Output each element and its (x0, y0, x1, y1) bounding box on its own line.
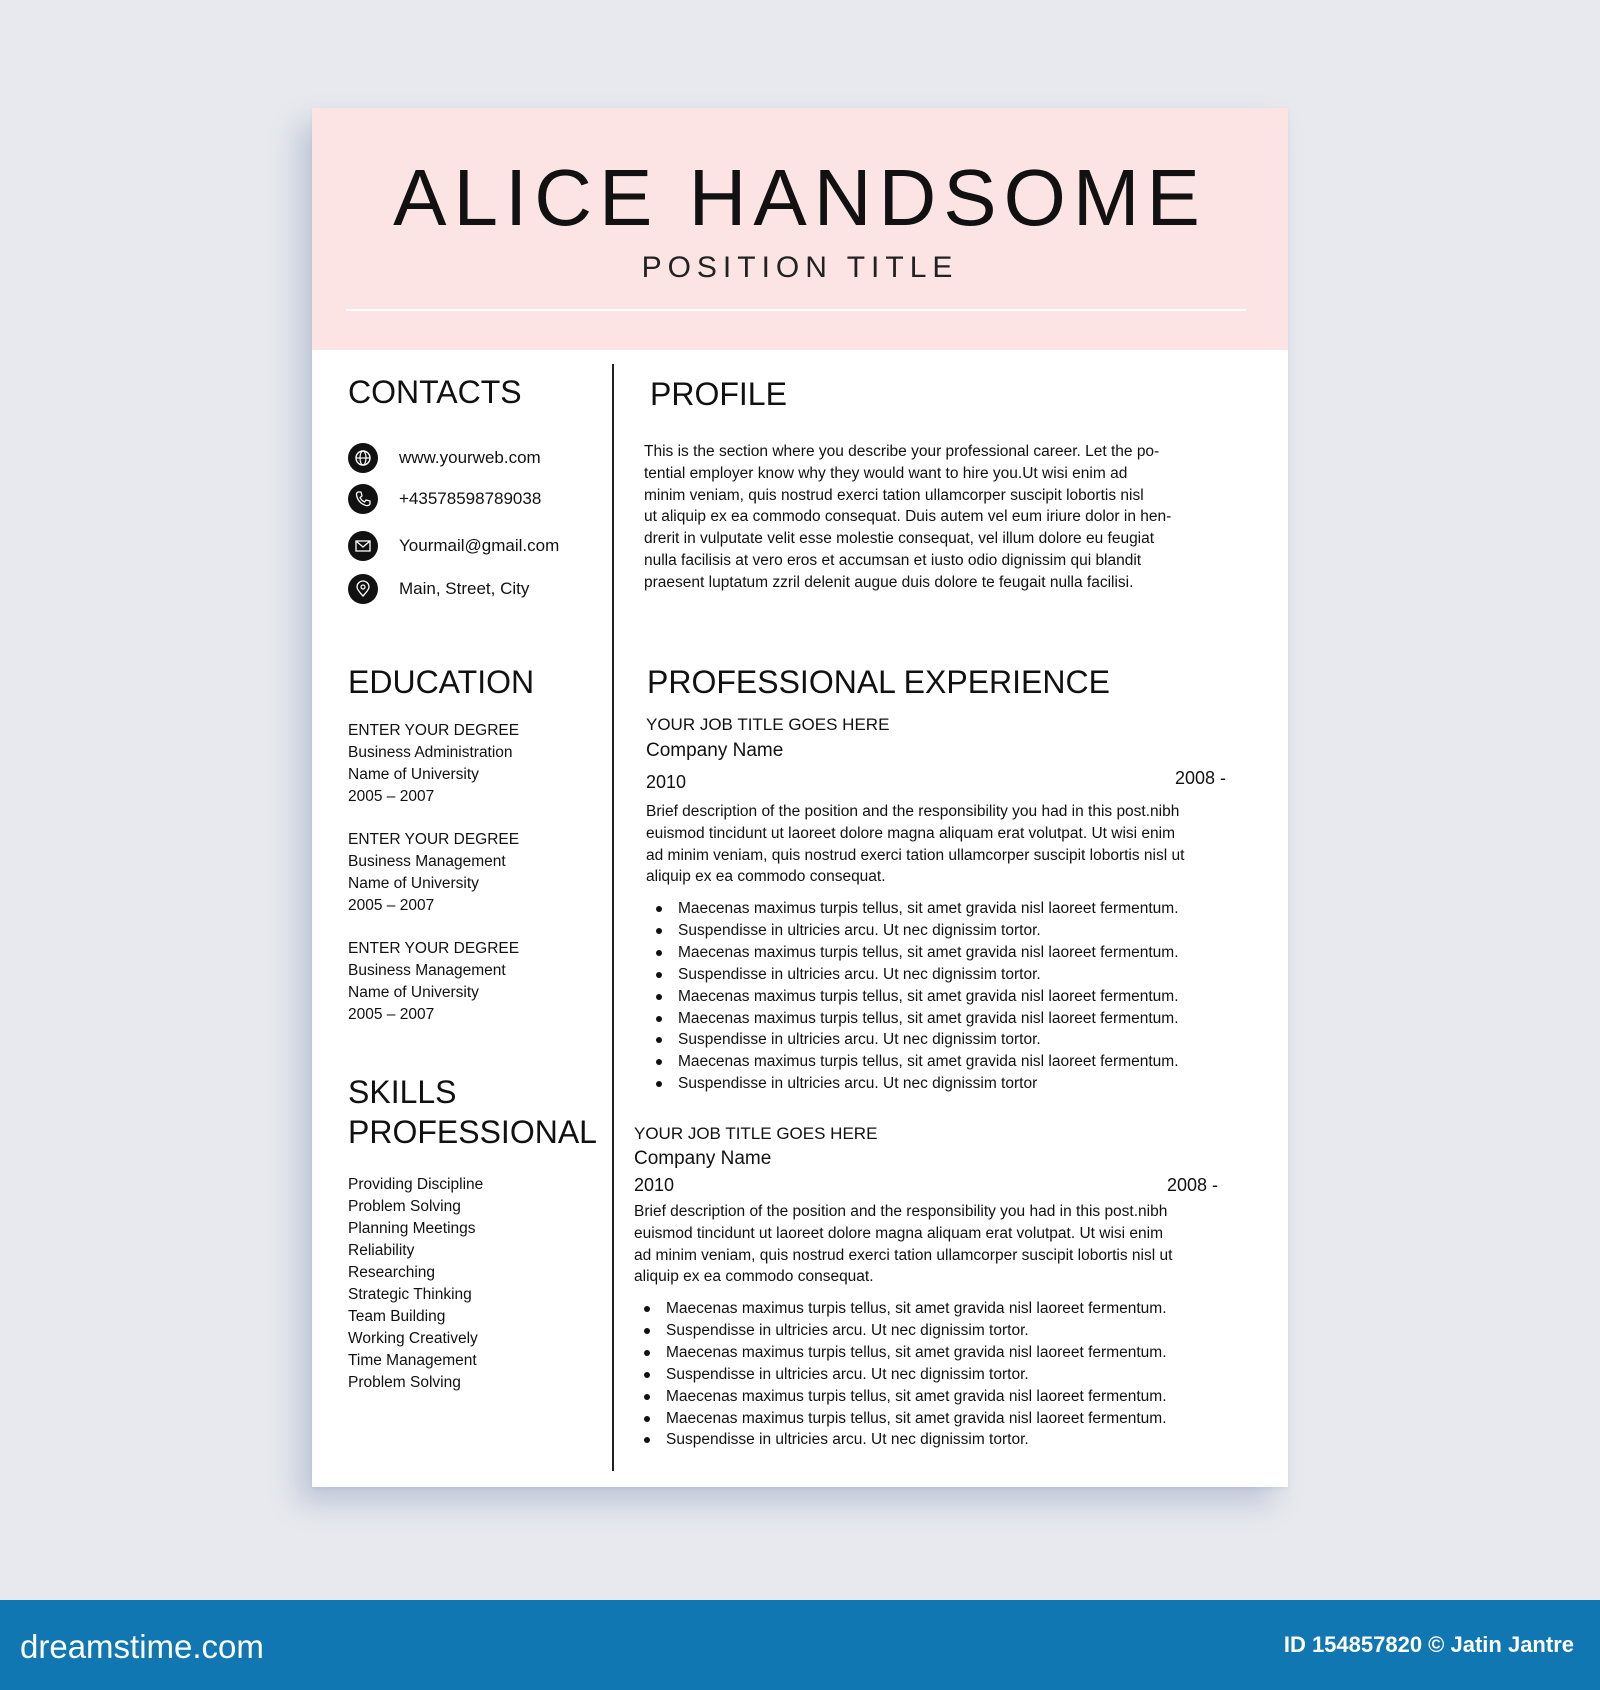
profile-line: drerit in vulputate velit esse molestie consequat, vel illum dolore eu feugiat (644, 530, 1155, 548)
bullet-item: Suspendisse in ultricies arcu. Ut nec dignissim tortor. (646, 1029, 1179, 1051)
job-bullets (646, 898, 1179, 1095)
university: Name of University (348, 984, 479, 1001)
bullet-item: Suspendisse in ultricies arcu. Ut nec dignissim tortor. (634, 1320, 1167, 1342)
job-start-year: 2008 - (1175, 768, 1227, 788)
job-bullets (634, 1298, 1167, 1451)
skills-heading: SKILLS (348, 1074, 457, 1110)
skill-item: Time Management (348, 1352, 477, 1369)
bullet-item: Maecenas maximus turpis tellus, sit amet gravida nisl laoreet fermentum. (634, 1342, 1167, 1364)
bullet-item: Maecenas maximus turpis tellus, sit amet gravida nisl laoreet fermentum. (634, 1408, 1167, 1430)
job-description-line: Brief description of the position and the responsibility you had in this post.nibh (634, 1203, 1168, 1220)
bullet-item: Suspendisse in ultricies arcu. Ut nec dignissim tortor. (634, 1429, 1167, 1451)
contact-email (348, 531, 559, 561)
contact-address-text: Main, Street, City (399, 579, 530, 598)
job-title: YOUR JOB TITLE GOES HERE (634, 1124, 878, 1143)
profile-line: praesent luptatum zzril delenit augue duis dolore te feugait nulla facilisi. (644, 573, 1134, 591)
candidate-name: ALICE HANDSOME (393, 153, 1207, 242)
image-credit: ID 154857820 © Jatin Jantre (1283, 1632, 1574, 1657)
contact-phone (348, 484, 541, 514)
skill-item: Problem Solving (348, 1198, 461, 1215)
job-description-line: Brief description of the position and the responsibility you had in this post.nibh (646, 803, 1180, 820)
bullet-item: Suspendisse in ultricies arcu. Ut nec dignissim tortor. (646, 920, 1179, 942)
profile-line: tential employer know why they would want to hire you.Ut wisi enim ad (644, 464, 1128, 482)
globe-icon (348, 443, 378, 473)
profile-line: nulla facilisis at vero eros et accumsan et iusto odio dignissim qui blandit (644, 551, 1142, 569)
bullet-item: Maecenas maximus turpis tellus, sit amet gravida nisl laoreet fermentum. (634, 1298, 1167, 1320)
years: 2005 – 2007 (348, 897, 435, 914)
job-start-year: 2008 - (1167, 1175, 1219, 1195)
company-name: Company Name (646, 740, 784, 761)
job-description-line: euismod tincidunt ut laoreet dolore magna aliquam erat volutpat. Ut wisi enim (634, 1224, 1163, 1242)
job-description-line: aliquip ex ea commodo consequat. (634, 1268, 874, 1286)
field-of-study: Business Management (348, 962, 506, 979)
job-description-line: ad minim veniam, quis nostrud exerci tation ullamcorper suscipit lobortis nisl ut (646, 846, 1185, 864)
bullet-item: Maecenas maximus turpis tellus, sit amet gravida nisl laoreet fermentum. (634, 1386, 1167, 1408)
experience-heading: PROFESSIONAL EXPERIENCE (647, 664, 1110, 700)
profile-line: ut aliquip ex ea commodo consequat. Duis autem vel eum iriure dolor in hen- (644, 508, 1172, 526)
skill-item: Strategic Thinking (348, 1286, 472, 1303)
bullet-item: Suspendisse in ultricies arcu. Ut nec dignissim tortor (646, 1073, 1179, 1095)
contact-address (348, 574, 529, 604)
education-heading: EDUCATION (348, 664, 535, 700)
job-description-line: ad minim veniam, quis nostrud exerci tation ullamcorper suscipit lobortis nisl ut (634, 1246, 1173, 1264)
skill-item: Problem Solving (348, 1374, 461, 1391)
bullet-item: Suspendisse in ultricies arcu. Ut nec dignissim tortor. (646, 964, 1179, 986)
position-title: POSITION TITLE (641, 251, 959, 284)
job-description-line: aliquip ex ea commodo consequat. (646, 868, 886, 886)
job-description-line: euismod tincidunt ut laoreet dolore magna aliquam erat volutpat. Ut wisi enim (646, 824, 1175, 842)
dreamstime-logo[interactable]: dreamstime.com (20, 1628, 264, 1665)
phone-icon (348, 484, 378, 514)
resume-page (312, 108, 1288, 1487)
job-description (646, 801, 1246, 888)
university: Name of University (348, 766, 479, 783)
contact-email-text: Yourmail@gmail.com (399, 536, 560, 555)
field-of-study: Business Management (348, 853, 506, 870)
profile-text (644, 441, 1197, 594)
degree: ENTER YOUR DEGREE (348, 831, 520, 848)
education-entry (348, 720, 519, 808)
skill-item: Reliability (348, 1242, 415, 1259)
degree: ENTER YOUR DEGREE (348, 722, 520, 739)
education-entry (348, 938, 519, 1026)
degree: ENTER YOUR DEGREE (348, 940, 520, 957)
bullet-item: Suspendisse in ultricies arcu. Ut nec dignissim tortor. (634, 1364, 1167, 1386)
bullet-item: Maecenas maximus turpis tellus, sit amet gravida nisl laoreet fermentum. (646, 898, 1179, 920)
contact-phone-text: +43578598789038 (399, 489, 542, 508)
field-of-study: Business Administration (348, 744, 513, 761)
skill-item: Researching (348, 1264, 436, 1281)
stock-footer-bar (0, 1600, 1600, 1690)
bullet-item: Maecenas maximus turpis tellus, sit amet gravida nisl laoreet fermentum. (646, 1008, 1179, 1030)
skill-item: Team Building (348, 1308, 446, 1325)
location-pin-icon (348, 574, 378, 604)
years: 2005 – 2007 (348, 788, 435, 805)
skill-item: Providing Discipline (348, 1176, 484, 1193)
skill-item: Planning Meetings (348, 1220, 476, 1237)
mail-icon (348, 531, 378, 561)
bullet-item: Maecenas maximus turpis tellus, sit amet gravida nisl laoreet fermentum. (646, 1051, 1179, 1073)
profile-line: This is the section where you describe your professional career. Let the po- (644, 443, 1160, 460)
skill-item: Working Creatively (348, 1330, 478, 1347)
contact-website (348, 443, 541, 473)
job-title: YOUR JOB TITLE GOES HERE (646, 715, 890, 734)
resume-header (312, 108, 1288, 350)
skills-heading-line2: PROFESSIONAL (348, 1114, 597, 1150)
contacts-heading: CONTACTS (348, 374, 522, 410)
university: Name of University (348, 875, 479, 892)
skills-list (348, 1174, 483, 1394)
profile-heading: PROFILE (650, 376, 787, 412)
years: 2005 – 2007 (348, 1006, 435, 1023)
bullet-item: Maecenas maximus turpis tellus, sit amet gravida nisl laoreet fermentum. (646, 986, 1179, 1008)
header-divider (346, 309, 1246, 311)
job-description (634, 1201, 1234, 1288)
education-entry (348, 829, 519, 917)
job-end-year: 2010 (634, 1175, 675, 1195)
column-divider (612, 364, 614, 1471)
job-end-year: 2010 (646, 772, 687, 792)
company-name: Company Name (634, 1148, 772, 1169)
profile-line: minim veniam, quis nostrud exerci tation ullamcorper suscipit lobortis nisl (644, 486, 1144, 504)
contact-website-text: www.yourweb.com (399, 448, 541, 467)
bullet-item: Maecenas maximus turpis tellus, sit amet gravida nisl laoreet fermentum. (646, 942, 1179, 964)
